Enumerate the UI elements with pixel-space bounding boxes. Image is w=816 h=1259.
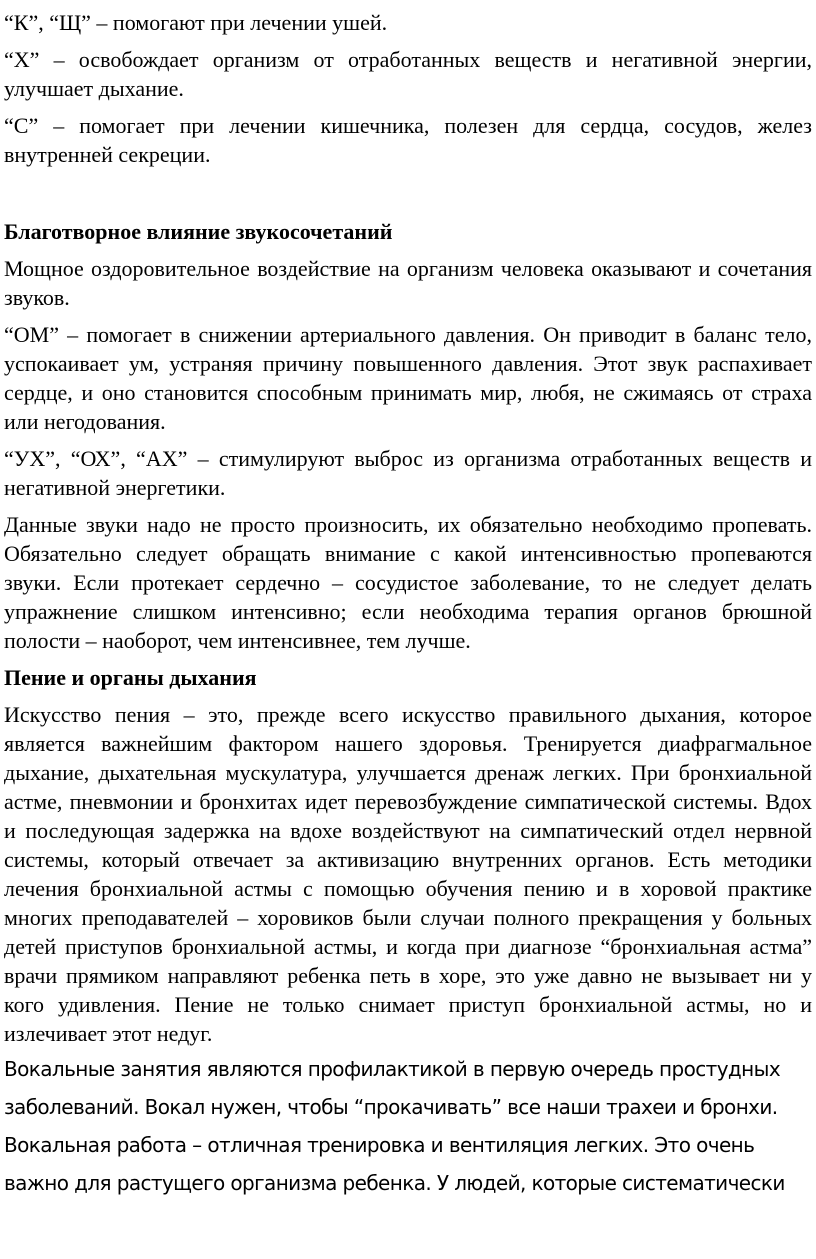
paragraph-ukh-okh-akh: “УХ”, “ОХ”, “АХ” – стимулируют выброс из организма отработанных веществ и негативной энергетики. <box>4 446 812 500</box>
heading-singing-breathing: Пение и органы дыхания <box>4 665 257 690</box>
spacer <box>4 177 812 217</box>
paragraph-k-sch: “К”, “Щ” – помогают при лечении ушей. <box>4 10 388 35</box>
serif-text-block <box>4 8 812 1048</box>
paragraph-kh: “Х” – освобождает организм от отработанных веществ и негативной энергии, улучшает дыхание. <box>4 47 812 101</box>
paragraph-intro-combinations: Мощное оздоровительное воздействие на организм человека оказывают и сочетания звуков. <box>4 256 812 310</box>
paragraph-singing-intensity: Данные звуки надо не просто произносить, их обязательно необходимо пропевать. Обязательно следует обращать внимание с какой интенсивностью пропеваются звуки. Если протекает сердечно – сосудистое заболевание, то не следует делать упражнение слишком интенсивно; если необходима терапия органов брюшной полости – наоборот, чем интенсивнее, тем лучше. <box>4 512 812 653</box>
paragraph-singing-art: Искусство пения – это, прежде всего искусство правильного дыхания, которое является важнейшим фактором нашего здоровья. Тренируется диафрагмальное дыхание, дыхательная мускулатура, улучшается дренаж легких. При бронхиальной астме, пневмонии и бронхитах идет перевозбуждение симпатической системы. Вдох и последующая задержка на вдохе воздействуют на симпатический отдел нервной системы, который отвечает за активизацию внутренних органов. Есть методики лечения бронхиальной астмы с помощью обучения пению и в хоровой практике многих преподавателей – хоровиков были случаи полного прекращения у больных детей приступов бронхиальной астмы, и когда при диагнозе “бронхиальная астма” врачи прямиком направляют ребенка петь в хоре, это уже давно не вызывает ни у кого удивления. Пение не только снимает приступ бронхиальной астмы, но и излечивает этот недуг. <box>4 702 812 1046</box>
sans-text-block <box>4 1050 812 1202</box>
paragraph-s: “С” – помогает при лечении кишечника, полезен для сердца, сосудов, желез внутренней секреции. <box>4 113 812 167</box>
paragraph-om: “ОМ” – помогает в снижении артериального давления. Он приводит в баланс тело, успокаивает ум, устраняя причину повышенного давления. Этот звук распахивает сердце, и оно становится способным принимать мир, любя, не сжимаясь от страха или негодования. <box>4 322 812 434</box>
paragraph-vocal-lessons: Вокальные занятия являются профилактикой в первую очередь простудных заболеваний. Вокал нужен, чтобы “прокачивать” все наши трахеи и бронхи. Вокальная работа – отличная тренировка и вентиляция легких. Это очень важно для растущего организма ребенка. У людей, которые систематически <box>4 1057 785 1195</box>
heading-sound-combinations: Благотворное влияние звукосочетаний <box>4 219 393 244</box>
